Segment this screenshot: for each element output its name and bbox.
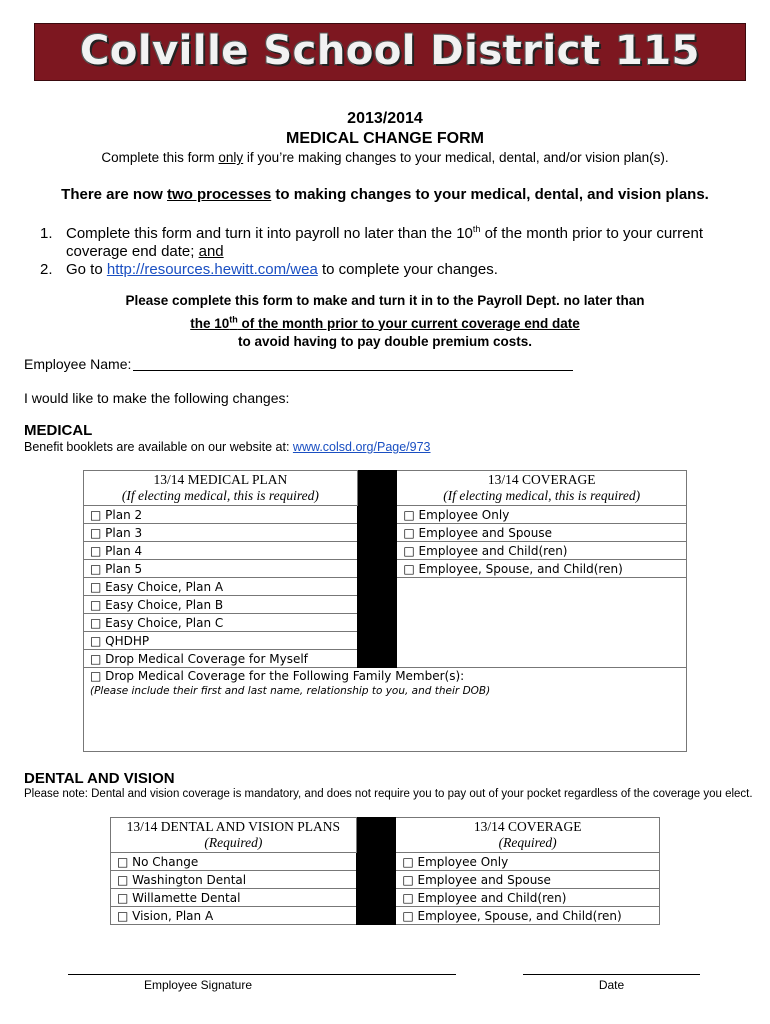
date-line[interactable] xyxy=(523,974,700,975)
medical-coverage-option[interactable]: □ Employee and Child(ren) xyxy=(397,542,687,560)
payroll-notice xyxy=(0,292,770,351)
step-1-text-a: Complete this form and turn it into payroll no later than the 10 xyxy=(66,225,473,242)
medical-table xyxy=(83,470,687,752)
medical-plan-option[interactable]: □ Plan 2 xyxy=(84,506,358,524)
medical-plan-option[interactable]: □ Plan 4 xyxy=(84,542,358,560)
medical-plan-subtitle: (If electing medical, this is required) xyxy=(121,488,319,503)
step-1-sup: th xyxy=(472,224,481,234)
dental-note: Please note: Dental and vision coverage is mandatory, and does not require you to pay out of your pocket regardless of the coverage you elect. xyxy=(24,788,753,800)
booklet-note xyxy=(24,440,431,454)
medical-plan-option[interactable]: □ Plan 3 xyxy=(84,524,358,542)
dental-coverage-option[interactable]: □ Employee and Child(ren) xyxy=(396,889,660,907)
step-1-text-c: coverage end date; xyxy=(66,243,199,260)
dental-table xyxy=(110,817,660,925)
steps-list xyxy=(40,220,730,279)
medical-plan-option[interactable]: □ Easy Choice, Plan B xyxy=(84,596,358,614)
medical-coverage-option[interactable]: □ Employee Only xyxy=(397,506,687,524)
employee-signature-label: Employee Signature xyxy=(143,978,253,992)
medical-coverage-option[interactable]: □ Employee, Spouse, and Child(ren) xyxy=(397,560,687,578)
employee-name-input[interactable] xyxy=(133,370,573,371)
step-1 xyxy=(40,220,730,243)
drop-family-cell[interactable] xyxy=(84,668,687,752)
notice-line-3: to avoid having to pay double premium costs. xyxy=(237,333,533,349)
notice-line-2 xyxy=(0,310,770,333)
date-label: Date xyxy=(598,978,625,992)
medical-coverage-header xyxy=(397,471,687,506)
subtitle-only: only xyxy=(218,150,244,165)
step-1-and: and xyxy=(198,243,224,260)
medical-coverage-option[interactable]: □ Employee and Spouse xyxy=(397,524,687,542)
dental-plan-option[interactable]: □ No Change xyxy=(111,853,357,871)
medical-heading: MEDICAL xyxy=(24,422,93,439)
dental-plan-option[interactable]: □ Vision, Plan A xyxy=(111,907,357,925)
employee-signature-line[interactable] xyxy=(68,974,456,975)
medical-plan-option[interactable]: □ Easy Choice, Plan A xyxy=(84,578,358,596)
medical-plan-header xyxy=(84,471,358,506)
medical-plan-option[interactable]: □ Plan 5 xyxy=(84,560,358,578)
medical-divider xyxy=(357,471,397,668)
step-1-continued xyxy=(40,243,730,261)
medical-coverage-title: 13/14 COVERAGE xyxy=(487,472,596,487)
dental-coverage-title: 13/14 COVERAGE xyxy=(473,819,582,834)
banner-title: Colville School District 115 xyxy=(80,28,700,74)
booklet-link[interactable]: www.colsd.org/Page/973 xyxy=(292,440,431,454)
notice-line-2-a: the 10 xyxy=(190,315,230,331)
dental-plan-header xyxy=(111,818,357,853)
medical-coverage-empty xyxy=(397,578,687,668)
subtitle-pre: Complete this form xyxy=(101,150,219,165)
notice-line-1: Please complete this form to make and turn it in to the Payroll Dept. no later than xyxy=(125,293,645,308)
form-subtitle xyxy=(0,150,770,165)
drop-family-label: □ Drop Medical Coverage for the Following Family Member(s): xyxy=(90,669,465,683)
step-1-number: 1. xyxy=(40,225,53,242)
processes-underlined: two processes xyxy=(167,186,272,203)
district-banner xyxy=(34,23,746,81)
step-1-text-b: of the month prior to your current xyxy=(480,225,704,242)
dental-divider xyxy=(356,818,396,925)
dental-plan-title: 13/14 DENTAL AND VISION PLANS xyxy=(126,819,341,834)
dental-heading: DENTAL AND VISION xyxy=(24,770,175,787)
dental-coverage-header xyxy=(396,818,660,853)
processes-pre: There are now xyxy=(61,186,168,203)
dental-plan-option[interactable]: □ Washington Dental xyxy=(111,871,357,889)
medical-plan-title: 13/14 MEDICAL PLAN xyxy=(153,472,288,487)
subtitle-post: if you’re making changes to your medical, dental, and/or vision plan(s). xyxy=(243,150,669,165)
medical-plan-option[interactable]: □ Easy Choice, Plan C xyxy=(84,614,358,632)
booklet-pre: Benefit booklets are available on our website at: xyxy=(24,440,293,454)
medical-coverage-subtitle: (If electing medical, this is required) xyxy=(443,488,641,503)
processes-heading xyxy=(0,186,770,203)
dental-coverage-option[interactable]: □ Employee Only xyxy=(396,853,660,871)
step-2-number: 2. xyxy=(40,261,53,278)
processes-post: to making changes to your medical, dental, and vision plans. xyxy=(271,186,709,203)
form-title: MEDICAL CHANGE FORM xyxy=(286,130,484,147)
medical-plan-option[interactable]: □ QHDHP xyxy=(84,632,358,650)
medical-plan-option[interactable]: □ Drop Medical Coverage for Myself xyxy=(84,650,358,668)
form-year: 2013/2014 xyxy=(347,110,423,127)
notice-line-2-b: of the month prior to your current coverage end date xyxy=(237,315,580,331)
step-2-pre: Go to xyxy=(66,261,107,278)
dental-coverage-option[interactable]: □ Employee, Spouse, and Child(ren) xyxy=(396,907,660,925)
step-2-post: to complete your changes. xyxy=(317,261,498,278)
employee-name-label: Employee Name: xyxy=(24,356,132,372)
hewitt-link[interactable]: http://resources.hewitt.com/wea xyxy=(106,261,318,278)
notice-line-2-sup: th xyxy=(229,314,238,324)
drop-family-note: (Please include their first and last name, relationship to you, and their DOB) xyxy=(90,685,491,697)
dental-plan-subtitle: (Required) xyxy=(204,835,263,850)
changes-label: I would like to make the following changes: xyxy=(24,390,290,406)
dental-plan-option[interactable]: □ Willamette Dental xyxy=(111,889,357,907)
dental-coverage-subtitle: (Required) xyxy=(498,835,557,850)
step-2 xyxy=(40,261,730,279)
dental-coverage-option[interactable]: □ Employee and Spouse xyxy=(396,871,660,889)
